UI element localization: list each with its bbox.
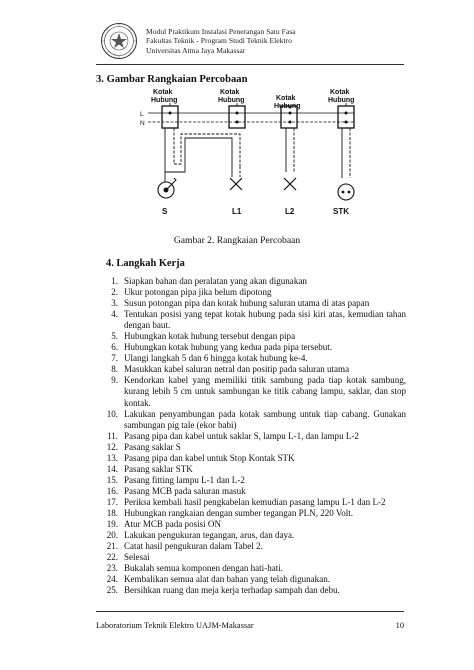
step-text: Lakukan pengukuran tegangan, arus, dan daya. bbox=[124, 530, 295, 541]
procedure-step bbox=[96, 552, 406, 563]
header-faculty: Fakultas Teknik - Program Studi Teknik Elektro bbox=[146, 36, 292, 46]
step-text: Selesai bbox=[124, 552, 150, 563]
procedure-step bbox=[96, 541, 406, 552]
step-number: 9. bbox=[111, 375, 118, 386]
step-text: Lakukan penyambungan pada kotak sambung untuk tiap cabang. Gunakan sambungan pig tale (ekor babi) bbox=[124, 408, 406, 430]
step-number: 22. bbox=[106, 552, 118, 563]
step-number: 20. bbox=[106, 530, 118, 541]
step-text: Siapkan bahan dan peralatan yang akan digunakan bbox=[124, 276, 307, 286]
junction-box-label-2-line1: Kotak bbox=[220, 89, 240, 96]
footer-lab-name: Laboratorium Teknik Elektro UAJM-Makassar bbox=[96, 621, 254, 630]
procedure-step bbox=[96, 431, 406, 442]
step-number: 8. bbox=[111, 364, 118, 375]
step-text: Hubungkan kotak hubung tersebut dengan pipa bbox=[124, 331, 296, 342]
step-text: Hubungkan kotak hubung yang kedua pada pipa tersebut. bbox=[124, 342, 333, 353]
header-module-title: Modul Praktikum Instalasi Penerangan Satu Fasa bbox=[146, 27, 296, 36]
step-number: 18. bbox=[106, 507, 118, 518]
step-number: 25. bbox=[106, 585, 118, 596]
procedure-step bbox=[96, 585, 406, 596]
procedure-step bbox=[96, 353, 406, 364]
step-text: Pasang MCB pada saluran masuk bbox=[124, 485, 246, 496]
junction-box-label-1-line1: Kotak bbox=[153, 89, 173, 96]
step-number: 16. bbox=[106, 485, 118, 496]
footer-divider bbox=[96, 611, 404, 612]
socket-outlet-symbol bbox=[338, 184, 354, 200]
step-number: 10. bbox=[106, 408, 118, 419]
step-text: Bersihkan ruang dan meja kerja terhadap sampah dan debu. bbox=[124, 585, 340, 596]
procedure-step bbox=[96, 574, 406, 585]
step-number: 23. bbox=[106, 563, 118, 574]
procedure-step bbox=[96, 497, 406, 508]
procedure-step bbox=[96, 287, 406, 298]
step-number: 5. bbox=[111, 331, 118, 342]
procedure-step bbox=[96, 309, 406, 331]
step-text: Bukalah semua komponen dengan hati-hati. bbox=[124, 563, 284, 574]
junction-box-label-4-line1: Kotak bbox=[330, 89, 350, 96]
section-title: 3. Gambar Rangkaian Percobaan bbox=[96, 74, 248, 85]
step-text: Pasang fitting lampu L-1 dan L-2 bbox=[124, 474, 245, 485]
procedure-step bbox=[96, 508, 406, 519]
step-number: 15. bbox=[106, 474, 118, 485]
step-text: Hubungkan rangkaian dengan sumber tegangan PLN, 220 Volt. bbox=[124, 507, 354, 518]
step-number: 19. bbox=[106, 519, 118, 530]
step-number: 7. bbox=[111, 353, 118, 364]
junction-box-label-1-line2: Hubung bbox=[151, 97, 178, 104]
procedure-step bbox=[96, 331, 406, 342]
procedure-step bbox=[96, 342, 406, 353]
step-number: 14. bbox=[106, 463, 118, 474]
page-number: 10 bbox=[395, 621, 404, 630]
step-text: Atur MCB pada posisi ON bbox=[124, 519, 222, 530]
procedure-step bbox=[96, 442, 406, 453]
line-neutral-label: N bbox=[140, 120, 145, 127]
lamp-2-symbol bbox=[284, 178, 296, 190]
step-number: 6. bbox=[111, 342, 118, 353]
procedure-step bbox=[96, 364, 406, 375]
step-text: Pasang pipa dan kabel untuk saklar S, lampu L-1, dan lampu L-2 bbox=[124, 430, 359, 441]
switch-symbol bbox=[158, 172, 176, 198]
step-text: Ulangi langkah 5 dan 6 hingga kotak hubung ke-4. bbox=[124, 353, 308, 364]
step-number: 24. bbox=[106, 574, 118, 585]
line-phase-label: L bbox=[140, 111, 144, 118]
junction-box-label-2-line2: Hubung bbox=[218, 97, 245, 104]
step-number: 13. bbox=[106, 452, 118, 463]
procedure-steps-list bbox=[96, 276, 406, 596]
step-text: Tentukan posisi yang tepat kotak hubung pada sisi kiri atas, kemudian tahan dengan baut. bbox=[124, 309, 406, 331]
junction-box-label-4-line2: Hubung bbox=[328, 97, 355, 104]
header-divider bbox=[96, 64, 404, 65]
step-number: 11. bbox=[107, 430, 118, 441]
step-text: Kendorkan kabel yang memiliki titik sambung pada tiap kotak sambung, kurang lebih 5 cm untuk sambungan ke titik cabang lampu, saklar, dan stop kontak. bbox=[124, 375, 406, 408]
procedure-step bbox=[96, 464, 406, 475]
wiring-diagram bbox=[140, 86, 370, 218]
procedure-step bbox=[96, 530, 406, 541]
step-text: Kembalikan semua alat dan bahan yang telah digunakan. bbox=[124, 574, 330, 585]
junction-box-1 bbox=[162, 106, 178, 128]
step-text: Pasang saklar STK bbox=[124, 463, 193, 474]
step-text: Susun potongan pipa dan kotak hubung saluran utama di atas papan bbox=[124, 298, 370, 309]
step-number: 17. bbox=[106, 496, 118, 507]
step-text: Catat hasil pengukuran dalam Tabel 2. bbox=[124, 541, 263, 552]
device-label-switch: S bbox=[162, 207, 168, 216]
procedure-title: 4. Langkah Kerja bbox=[106, 258, 185, 269]
junction-box-4 bbox=[338, 106, 354, 128]
step-number: 12. bbox=[106, 441, 118, 452]
procedure-step bbox=[96, 563, 406, 574]
step-text: Pasang pipa dan kabel untuk Stop Kontak STK bbox=[124, 452, 295, 463]
procedure-step bbox=[96, 276, 406, 287]
procedure-step bbox=[96, 486, 406, 497]
junction-box-2 bbox=[229, 106, 245, 128]
step-number: 4. bbox=[111, 309, 118, 320]
procedure-step bbox=[96, 519, 406, 530]
junction-box-label-3-line1: Kotak bbox=[276, 95, 296, 102]
step-number: 2. bbox=[111, 287, 118, 298]
figure-caption: Gambar 2. Rangkaian Percobaan bbox=[173, 235, 301, 246]
procedure-step bbox=[96, 298, 406, 309]
procedure-step bbox=[96, 475, 406, 486]
device-label-socket: STK bbox=[333, 207, 349, 216]
step-number: 3. bbox=[111, 298, 118, 309]
step-number: 1. bbox=[111, 276, 118, 286]
step-number: 21. bbox=[106, 541, 118, 552]
procedure-step bbox=[96, 453, 406, 464]
procedure-step bbox=[96, 409, 406, 431]
procedure-step bbox=[96, 375, 406, 408]
step-text: Masukkan kabel saluran netral dan positip pada saluran utama bbox=[124, 364, 350, 375]
step-text: Periksa kembali hasil pengkabelan kemudian pasang lampu L-1 dan L-2 bbox=[124, 496, 386, 507]
university-seal-logo bbox=[100, 22, 138, 60]
document-header bbox=[146, 27, 296, 55]
device-label-lamp-2: L2 bbox=[285, 207, 295, 216]
step-text: Pasang saklar S bbox=[124, 441, 181, 452]
step-text: Ukur potongan pipa jika belum dipotong bbox=[124, 287, 272, 298]
junction-box-label-3-line2: Hubung bbox=[274, 103, 301, 110]
device-label-lamp-1: L1 bbox=[232, 207, 242, 216]
header-university: Universitas Atma Jaya Makassar bbox=[146, 45, 246, 55]
